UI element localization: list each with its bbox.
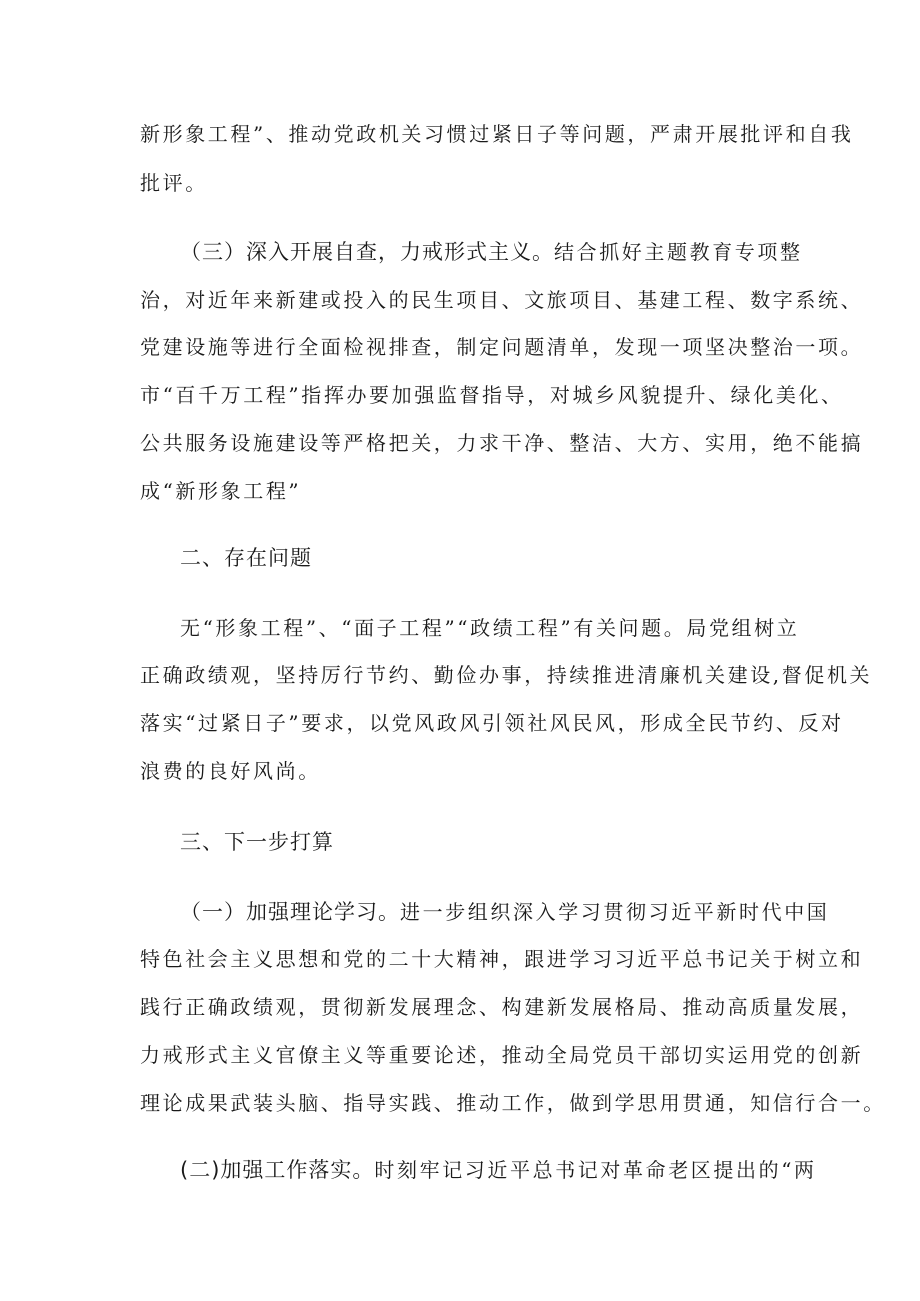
paragraph-line: 市“百千万工程”指挥办要加强监督指导，对城乡风貌提升、绿化美化、: [140, 383, 844, 407]
paragraph-first-line: [180, 899, 830, 925]
paragraph-first-line: [180, 1157, 817, 1183]
paragraph-first-line: [180, 239, 803, 265]
paragraph-line: 批评。: [140, 171, 208, 195]
paragraph-text: 进一步组织深入学习贯彻习近平新时代中国: [400, 900, 830, 924]
paragraph-line: 特色社会主义思想和党的二十大精神，跟进学习习近平总书记关于树立和: [140, 947, 864, 971]
section-heading: 二、存在问题: [180, 546, 312, 570]
paragraph-line: 治，对近年来新建或投入的民生项目、文旅项目、基建工程、数字系统、: [140, 288, 864, 312]
paragraph-line: 浪费的良好风尚。: [140, 759, 321, 783]
paragraph-lead: （三）深入开展自查，力戒形式主义。: [180, 240, 554, 264]
section-heading: 三、下一步打算: [180, 830, 334, 854]
paragraph-line: 理论成果武装头脑、指导实践、推动工作，做到学思用贯通，知信行合一。: [140, 1091, 886, 1115]
paragraph-lead: (二)加强工作落实。: [180, 1158, 375, 1182]
paragraph-line: 新形象工程”、推动党政机关习惯过紧日子等问题，严肃开展批评和自我: [140, 122, 854, 146]
paragraph-line: 正确政绩观，坚持厉行节约、勤俭办事，持续推进清廉机关建设,督促机关: [140, 663, 873, 687]
paragraph-line: 无“形象工程”、“面子工程”“政绩工程”有关问题。局党组树立: [180, 616, 800, 640]
paragraph-line: 落实“过紧日子”要求，以党风政风引领社风民风，形成全民节约、反对: [140, 711, 844, 735]
paragraph-line: 党建设施等进行全面检视排查，制定问题清单，发现一项坚决整治一项。: [140, 335, 864, 359]
paragraph-text: 时刻牢记习近平总书记对革命老区提出的“两: [374, 1158, 817, 1182]
paragraph-line: 成“新形象工程”: [140, 479, 302, 503]
paragraph-line: 践行正确政绩观，贯彻新发展理念、构建新发展格局、推动高质量发展，: [140, 995, 864, 1019]
paragraph-line: 力戒形式主义官僚主义等重要论述，推动全局党员干部切实运用党的创新: [140, 1043, 864, 1067]
paragraph-line: 公共服务设施建设等严格把关，力求干净、整洁、大方、实用，绝不能搞: [140, 431, 864, 455]
paragraph-text: 结合抓好主题教育专项整: [554, 240, 803, 264]
paragraph-lead: （一）加强理论学习。: [180, 900, 400, 924]
